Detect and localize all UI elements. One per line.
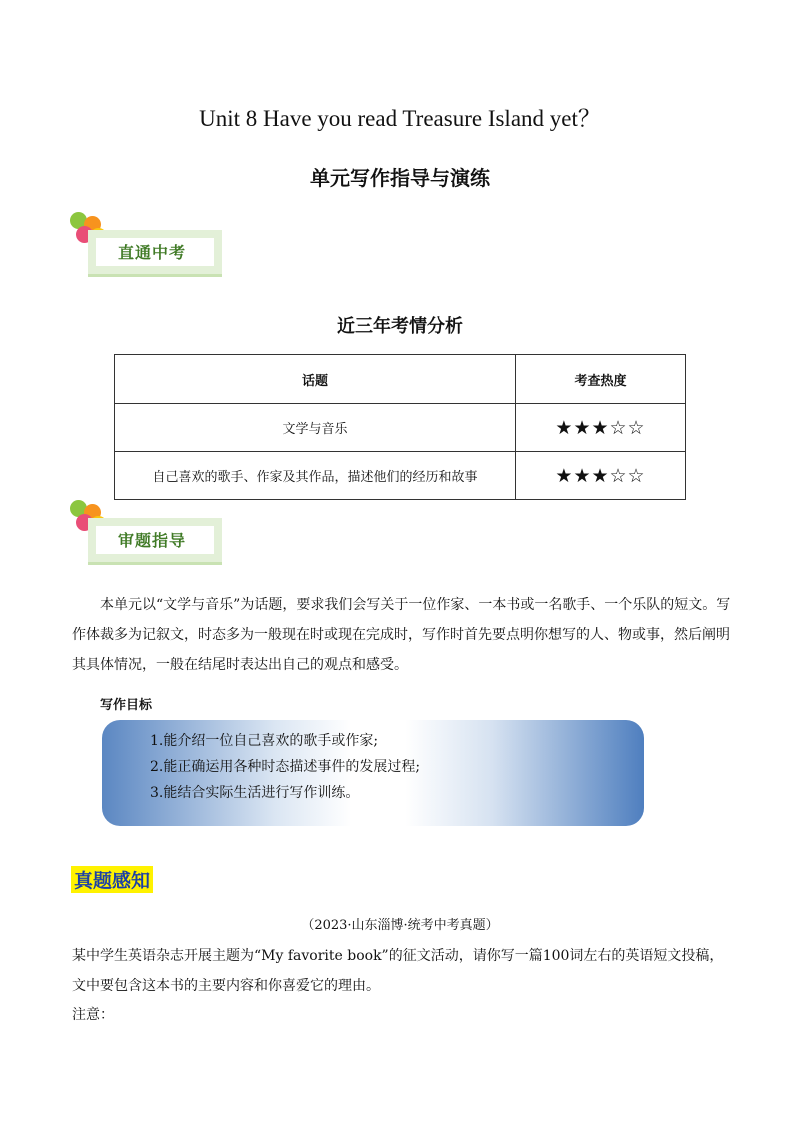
column-header-heat: 考查热度 (516, 355, 686, 404)
table-header-row (115, 355, 686, 404)
topic-cell: 文学与音乐 (115, 404, 516, 452)
analysis-table (114, 354, 686, 500)
goals-label: 写作目标 (100, 698, 153, 713)
exam-prompt: 某中学生英语杂志开展主题为“My favorite book”的征文活动，请你写一篇100词左右的英语短文投稿，文中要包含这本书的主要内容和你喜爱它的理由。 (72, 948, 724, 994)
badge-label: 直通中考 (118, 243, 187, 262)
goal-item: 3.能结合实际生活进行写作训练。 (150, 785, 360, 801)
table-row (115, 452, 686, 500)
document-subtitle: 单元写作指导与演练 (310, 166, 490, 190)
analysis-title: 近三年考情分析 (337, 316, 463, 337)
goals-box (102, 720, 644, 826)
goal-item: 1.能介绍一位自己喜欢的歌手或作家; (150, 733, 379, 749)
note-label: 注意： (72, 1007, 114, 1023)
exam-heading: 真题感知 (71, 866, 153, 893)
section-badge-exam (70, 212, 230, 282)
column-header-topic: 话题 (115, 355, 516, 404)
exam-source: （2023·山东淄博·统考中考真题） (301, 918, 499, 933)
topic-cell: 自己喜欢的歌手、作家及其作品，描述他们的经历和故事 (115, 452, 516, 500)
intro-paragraph: 本单元以“文学与音乐”为话题，要求我们会写关于一位作家、一本书或一名歌手、一个乐队的短文。写作体裁多为记叙文，时态多为一般现在时或现在完成时，写作时首先要点明你想写的人、物或事，然后阐明其具体情况，一般在结尾时表达出自己的观点和感受。 (72, 597, 731, 673)
goal-item: 2.能正确运用各种时态描述事件的发展过程; (150, 759, 421, 775)
badge-label: 审题指导 (118, 531, 187, 550)
document-title: Unit 8 Have you read Treasure Island yet？ (199, 106, 601, 131)
star-rating: ★★★☆☆ (516, 404, 686, 452)
star-rating: ★★★☆☆ (516, 452, 686, 500)
table-row (115, 404, 686, 452)
section-badge-guidance (70, 500, 230, 570)
